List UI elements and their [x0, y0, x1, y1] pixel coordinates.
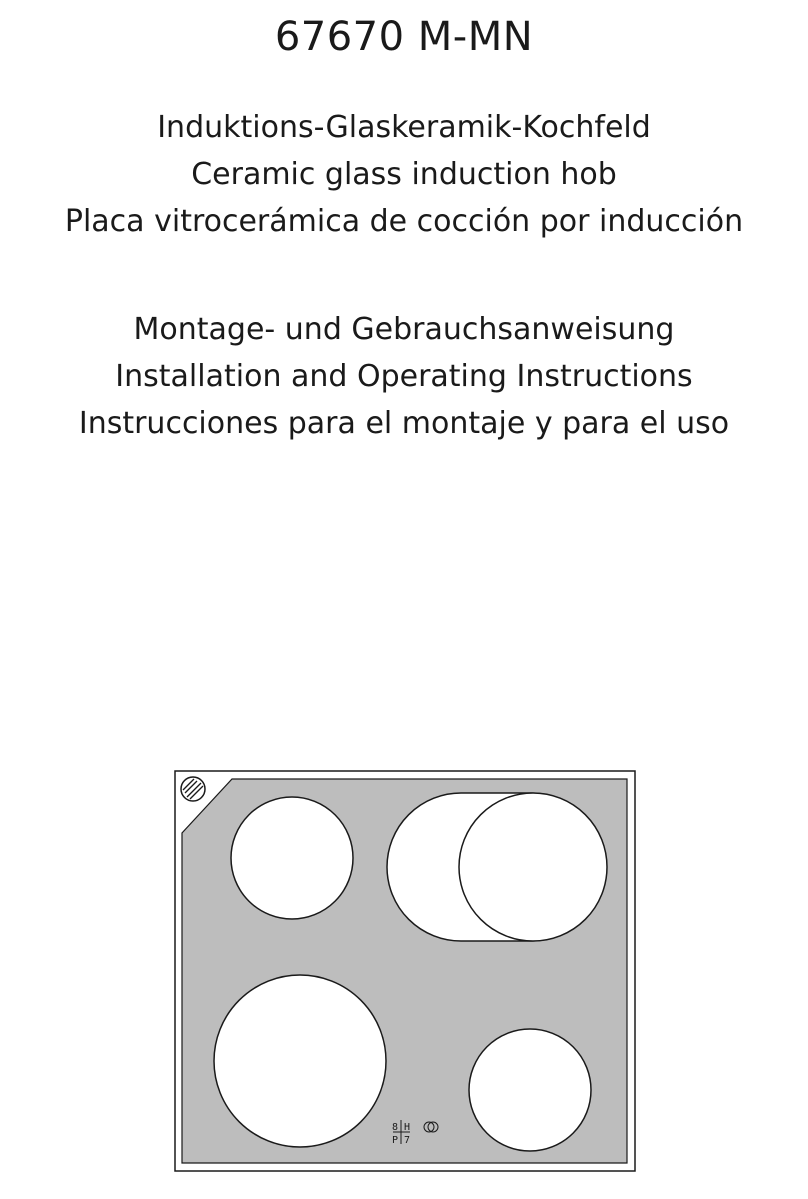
model-number: 67670 M-MN — [274, 14, 534, 60]
product-name-en: Ceramic glass induction hob — [191, 157, 617, 192]
cooking-zone-front-right — [469, 1029, 591, 1151]
corner-badge-icon — [181, 777, 205, 801]
product-name-es: Placa vitrocerámica de cocción por inducción — [64, 204, 744, 239]
manual-title-es: Instrucciones para el montaje y para el uso — [78, 406, 730, 441]
cooking-zone-rear-left — [231, 797, 353, 919]
product-name-list — [0, 104, 808, 245]
control-label-top-left: 8 — [392, 1122, 399, 1133]
control-label-bottom-right: 7 — [404, 1135, 411, 1146]
cooking-zone-rear-right — [459, 793, 607, 941]
hob-illustration — [174, 770, 636, 1172]
manual-title-list — [0, 306, 808, 447]
control-label-bottom-left: P — [392, 1135, 399, 1146]
product-name-de: Induktions-Glaskeramik-Kochfeld — [157, 110, 651, 145]
control-label-top-right: H — [404, 1122, 411, 1133]
manual-title-en: Installation and Operating Instructions — [115, 359, 693, 394]
cooking-zone-front-left — [214, 975, 386, 1147]
manual-title-de: Montage- und Gebrauchsanweisung — [133, 312, 675, 347]
hob-diagram — [174, 770, 636, 1172]
